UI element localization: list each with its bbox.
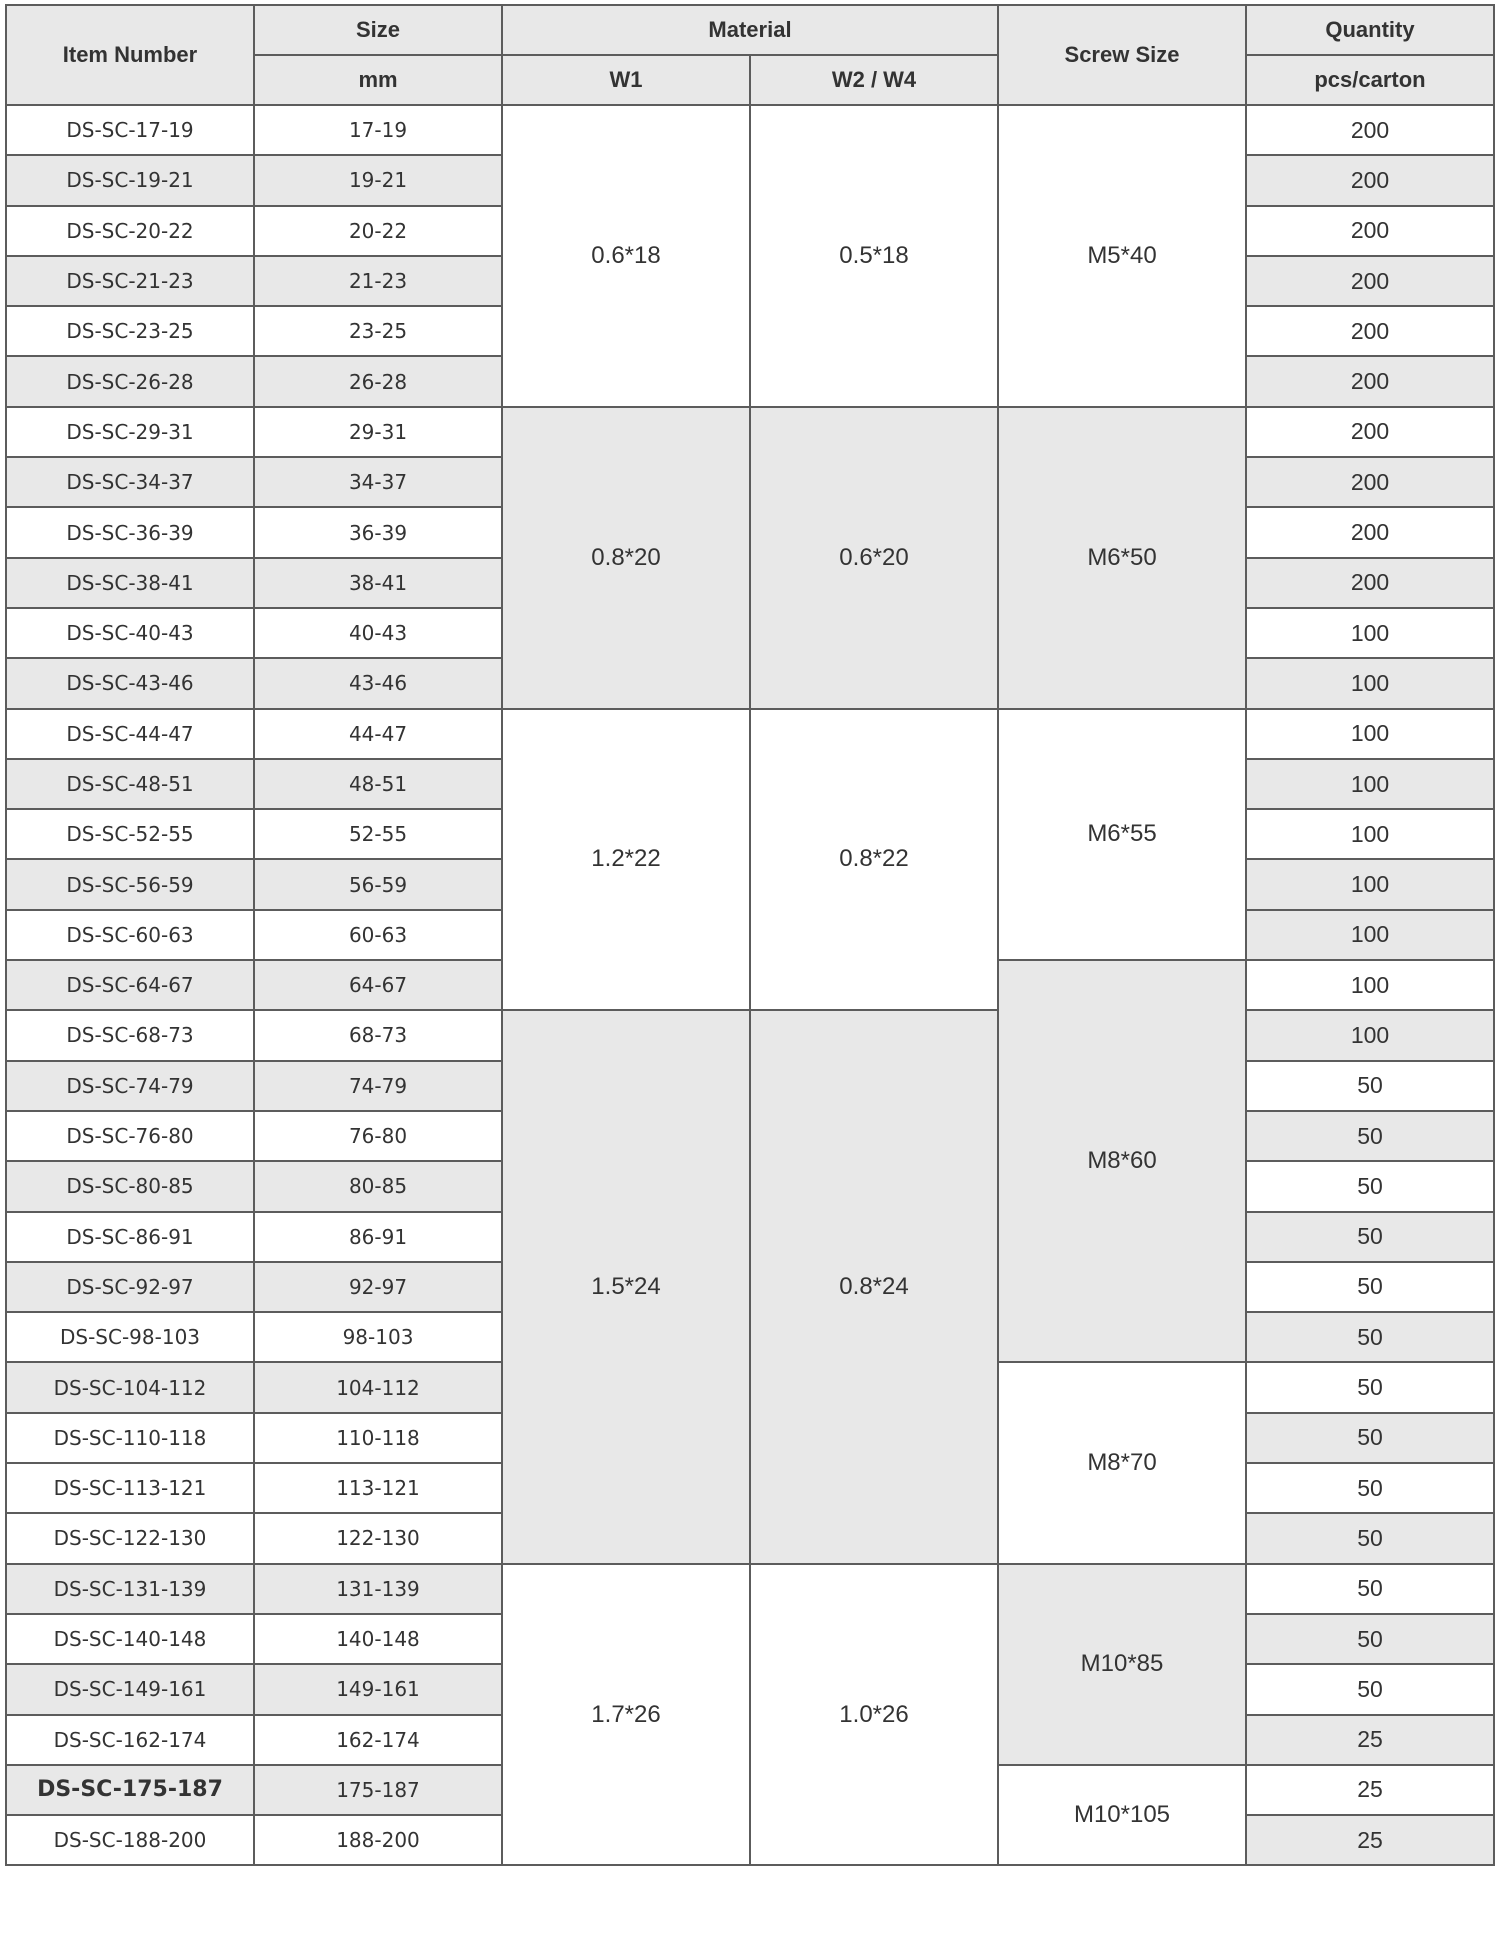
quantity-cell: 200 bbox=[1246, 558, 1494, 608]
item-number-cell: DS-SC-44-47 bbox=[6, 709, 254, 759]
material-w1-cell: 1.7*26 bbox=[502, 1564, 750, 1866]
table-row bbox=[6, 1564, 1494, 1614]
quantity-cell: 100 bbox=[1246, 859, 1494, 909]
item-number-cell: DS-SC-60-63 bbox=[6, 910, 254, 960]
quantity-cell: 50 bbox=[1246, 1161, 1494, 1211]
item-number-cell: DS-SC-92-97 bbox=[6, 1262, 254, 1312]
item-number-cell: DS-SC-21-23 bbox=[6, 256, 254, 306]
table-body bbox=[6, 105, 1494, 1865]
quantity-cell: 100 bbox=[1246, 960, 1494, 1010]
item-number-cell: DS-SC-38-41 bbox=[6, 558, 254, 608]
quantity-cell: 200 bbox=[1246, 105, 1494, 155]
size-cell: 98-103 bbox=[254, 1312, 502, 1362]
item-number-cell: DS-SC-26-28 bbox=[6, 356, 254, 406]
quantity-cell: 25 bbox=[1246, 1715, 1494, 1765]
quantity-cell: 200 bbox=[1246, 507, 1494, 557]
size-cell: 149-161 bbox=[254, 1664, 502, 1714]
item-number-cell: DS-SC-64-67 bbox=[6, 960, 254, 1010]
item-number-cell: DS-SC-131-139 bbox=[6, 1564, 254, 1614]
material-w2w4-cell: 1.0*26 bbox=[750, 1564, 998, 1866]
quantity-cell: 50 bbox=[1246, 1664, 1494, 1714]
item-number-cell: DS-SC-175-187 bbox=[6, 1765, 254, 1815]
screw-size-cell: M6*50 bbox=[998, 407, 1246, 709]
quantity-cell: 100 bbox=[1246, 608, 1494, 658]
size-cell: 131-139 bbox=[254, 1564, 502, 1614]
quantity-cell: 200 bbox=[1246, 407, 1494, 457]
item-number-cell: DS-SC-113-121 bbox=[6, 1463, 254, 1513]
size-cell: 19-21 bbox=[254, 155, 502, 205]
item-number-cell: DS-SC-56-59 bbox=[6, 859, 254, 909]
quantity-cell: 50 bbox=[1246, 1413, 1494, 1463]
quantity-cell: 200 bbox=[1246, 356, 1494, 406]
quantity-cell: 100 bbox=[1246, 709, 1494, 759]
item-number-cell: DS-SC-52-55 bbox=[6, 809, 254, 859]
size-cell: 104-112 bbox=[254, 1362, 502, 1412]
table-row bbox=[6, 105, 1494, 155]
size-cell: 92-97 bbox=[254, 1262, 502, 1312]
size-cell: 86-91 bbox=[254, 1212, 502, 1262]
item-number-cell: DS-SC-40-43 bbox=[6, 608, 254, 658]
quantity-cell: 50 bbox=[1246, 1212, 1494, 1262]
size-cell: 38-41 bbox=[254, 558, 502, 608]
quantity-cell: 100 bbox=[1246, 658, 1494, 708]
table-row bbox=[6, 709, 1494, 759]
size-cell: 68-73 bbox=[254, 1010, 502, 1060]
screw-size-cell: M10*105 bbox=[998, 1765, 1246, 1866]
quantity-cell: 50 bbox=[1246, 1513, 1494, 1563]
size-cell: 122-130 bbox=[254, 1513, 502, 1563]
size-cell: 60-63 bbox=[254, 910, 502, 960]
header-screw-size: Screw Size bbox=[998, 5, 1246, 105]
quantity-cell: 100 bbox=[1246, 759, 1494, 809]
size-cell: 34-37 bbox=[254, 457, 502, 507]
item-number-cell: DS-SC-140-148 bbox=[6, 1614, 254, 1664]
size-cell: 43-46 bbox=[254, 658, 502, 708]
size-cell: 52-55 bbox=[254, 809, 502, 859]
quantity-cell: 100 bbox=[1246, 1010, 1494, 1060]
screw-size-cell: M8*70 bbox=[998, 1362, 1246, 1563]
quantity-cell: 50 bbox=[1246, 1061, 1494, 1111]
item-number-cell: DS-SC-19-21 bbox=[6, 155, 254, 205]
header-item-number: Item Number bbox=[6, 5, 254, 105]
material-w2w4-cell: 0.8*24 bbox=[750, 1010, 998, 1563]
item-number-cell: DS-SC-48-51 bbox=[6, 759, 254, 809]
size-cell: 36-39 bbox=[254, 507, 502, 557]
item-number-cell: DS-SC-68-73 bbox=[6, 1010, 254, 1060]
size-cell: 26-28 bbox=[254, 356, 502, 406]
item-number-cell: DS-SC-20-22 bbox=[6, 206, 254, 256]
size-cell: 29-31 bbox=[254, 407, 502, 457]
quantity-cell: 100 bbox=[1246, 910, 1494, 960]
table-row bbox=[6, 407, 1494, 457]
size-cell: 80-85 bbox=[254, 1161, 502, 1211]
item-number-cell: DS-SC-122-130 bbox=[6, 1513, 254, 1563]
quantity-cell: 50 bbox=[1246, 1111, 1494, 1161]
item-number-cell: DS-SC-34-37 bbox=[6, 457, 254, 507]
material-w1-cell: 0.6*18 bbox=[502, 105, 750, 407]
size-cell: 56-59 bbox=[254, 859, 502, 909]
item-number-cell: DS-SC-74-79 bbox=[6, 1061, 254, 1111]
size-cell: 44-47 bbox=[254, 709, 502, 759]
quantity-cell: 200 bbox=[1246, 206, 1494, 256]
quantity-cell: 25 bbox=[1246, 1765, 1494, 1815]
quantity-cell: 50 bbox=[1246, 1463, 1494, 1513]
table-header bbox=[6, 5, 1494, 105]
material-w2w4-cell: 0.5*18 bbox=[750, 105, 998, 407]
size-cell: 110-118 bbox=[254, 1413, 502, 1463]
material-w2w4-cell: 0.8*22 bbox=[750, 709, 998, 1011]
material-w1-cell: 0.8*20 bbox=[502, 407, 750, 709]
item-number-cell: DS-SC-110-118 bbox=[6, 1413, 254, 1463]
material-w1-cell: 1.2*22 bbox=[502, 709, 750, 1011]
size-cell: 40-43 bbox=[254, 608, 502, 658]
header-w2w4: W2 / W4 bbox=[750, 55, 998, 105]
size-cell: 17-19 bbox=[254, 105, 502, 155]
item-number-cell: DS-SC-17-19 bbox=[6, 105, 254, 155]
item-number-cell: DS-SC-76-80 bbox=[6, 1111, 254, 1161]
screw-size-cell: M10*85 bbox=[998, 1564, 1246, 1765]
item-number-cell: DS-SC-98-103 bbox=[6, 1312, 254, 1362]
item-number-cell: DS-SC-23-25 bbox=[6, 306, 254, 356]
size-cell: 74-79 bbox=[254, 1061, 502, 1111]
size-cell: 48-51 bbox=[254, 759, 502, 809]
quantity-cell: 50 bbox=[1246, 1312, 1494, 1362]
screw-size-cell: M5*40 bbox=[998, 105, 1246, 407]
size-cell: 162-174 bbox=[254, 1715, 502, 1765]
item-number-cell: DS-SC-104-112 bbox=[6, 1362, 254, 1412]
item-number-cell: DS-SC-162-174 bbox=[6, 1715, 254, 1765]
screw-size-cell: M8*60 bbox=[998, 960, 1246, 1362]
item-number-cell: DS-SC-149-161 bbox=[6, 1664, 254, 1714]
table-row bbox=[6, 1010, 1494, 1060]
quantity-cell: 25 bbox=[1246, 1815, 1494, 1865]
size-cell: 23-25 bbox=[254, 306, 502, 356]
item-number-cell: DS-SC-188-200 bbox=[6, 1815, 254, 1865]
size-cell: 188-200 bbox=[254, 1815, 502, 1865]
size-cell: 140-148 bbox=[254, 1614, 502, 1664]
item-number-cell: DS-SC-80-85 bbox=[6, 1161, 254, 1211]
quantity-cell: 200 bbox=[1246, 457, 1494, 507]
size-cell: 64-67 bbox=[254, 960, 502, 1010]
quantity-cell: 50 bbox=[1246, 1262, 1494, 1312]
size-cell: 21-23 bbox=[254, 256, 502, 306]
size-cell: 76-80 bbox=[254, 1111, 502, 1161]
item-number-cell: DS-SC-29-31 bbox=[6, 407, 254, 457]
size-cell: 175-187 bbox=[254, 1765, 502, 1815]
header-size: Size bbox=[254, 5, 502, 55]
material-w1-cell: 1.5*24 bbox=[502, 1010, 750, 1563]
screw-size-cell: M6*55 bbox=[998, 709, 1246, 960]
quantity-cell: 200 bbox=[1246, 256, 1494, 306]
item-number-cell: DS-SC-43-46 bbox=[6, 658, 254, 708]
specification-table bbox=[5, 4, 1495, 1866]
header-quantity: Quantity bbox=[1246, 5, 1494, 55]
quantity-cell: 50 bbox=[1246, 1614, 1494, 1664]
quantity-cell: 200 bbox=[1246, 155, 1494, 205]
item-number-cell: DS-SC-86-91 bbox=[6, 1212, 254, 1262]
quantity-cell: 50 bbox=[1246, 1362, 1494, 1412]
material-w2w4-cell: 0.6*20 bbox=[750, 407, 998, 709]
quantity-cell: 50 bbox=[1246, 1564, 1494, 1614]
header-w1: W1 bbox=[502, 55, 750, 105]
size-cell: 20-22 bbox=[254, 206, 502, 256]
size-cell: 113-121 bbox=[254, 1463, 502, 1513]
header-size-unit: mm bbox=[254, 55, 502, 105]
item-number-cell: DS-SC-36-39 bbox=[6, 507, 254, 557]
header-quantity-unit: pcs/carton bbox=[1246, 55, 1494, 105]
header-material: Material bbox=[502, 5, 998, 55]
quantity-cell: 100 bbox=[1246, 809, 1494, 859]
quantity-cell: 200 bbox=[1246, 306, 1494, 356]
